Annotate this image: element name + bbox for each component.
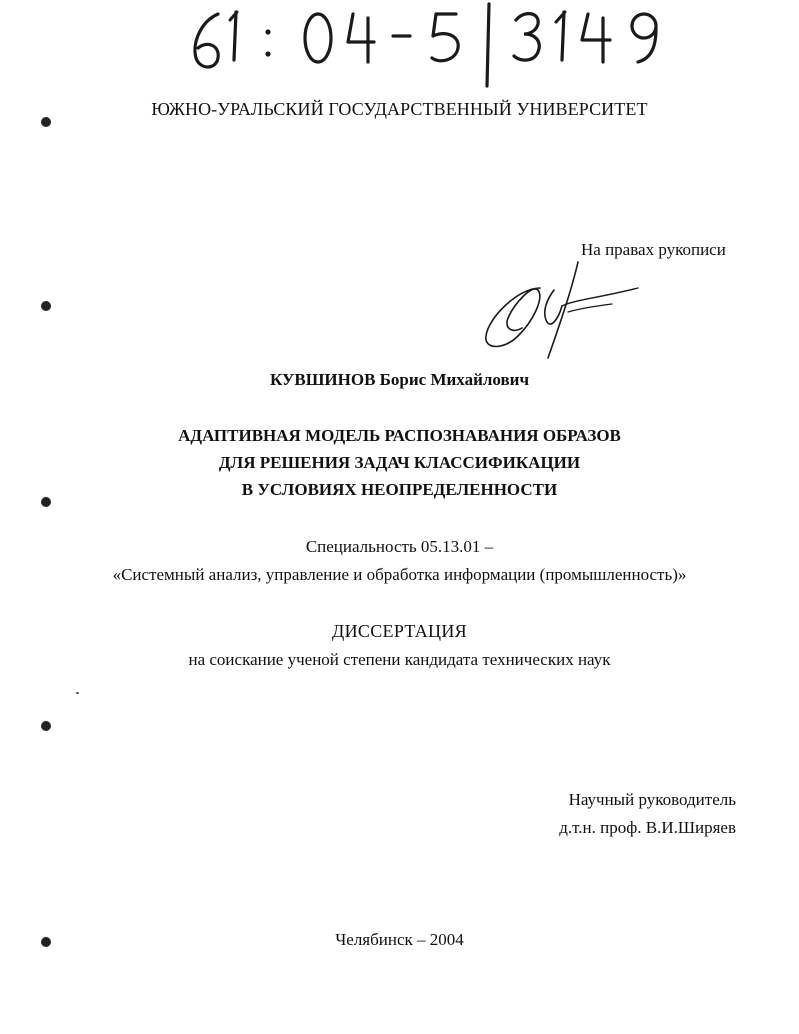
supervisor-role: Научный руководитель [568,790,736,809]
punch-hole-mark [40,720,52,732]
dissertation-title-line: ДЛЯ РЕШЕНИЯ ЗАДАЧ КЛАССИФИКАЦИИ [218,453,581,472]
supervisor-name: д.т.н. проф. В.И.Ширяев [559,818,736,837]
author-name: КУВШИНОВ Борис Михайлович [269,370,530,389]
document-type: ДИССЕРТАЦИЯ [332,621,467,641]
punch-hole-mark [40,300,52,312]
degree-line: на соискание ученой степени кандидата технических наук [188,650,611,669]
handwritten-archive-number [178,0,678,90]
manuscript-rights-note: На правах рукописи [581,240,726,259]
author-signature [478,258,648,368]
scan-speck [76,692,79,694]
speciality-code: Специальность 05.13.01 – [305,537,494,556]
city-year: Челябинск – 2004 [335,930,464,949]
university-name: ЮЖНО-УРАЛЬСКИЙ ГОСУДАРСТВЕННЫЙ УНИВЕРСИТЕТ [151,99,648,119]
dissertation-title-line: В УСЛОВИЯХ НЕОПРЕДЕЛЕННОСТИ [241,480,558,499]
dissertation-title-line: АДАПТИВНАЯ МОДЕЛЬ РАСПОЗНАВАНИЯ ОБРАЗОВ [178,426,621,445]
speciality-name: «Системный анализ, управление и обработка информации (промышленность)» [112,565,687,584]
